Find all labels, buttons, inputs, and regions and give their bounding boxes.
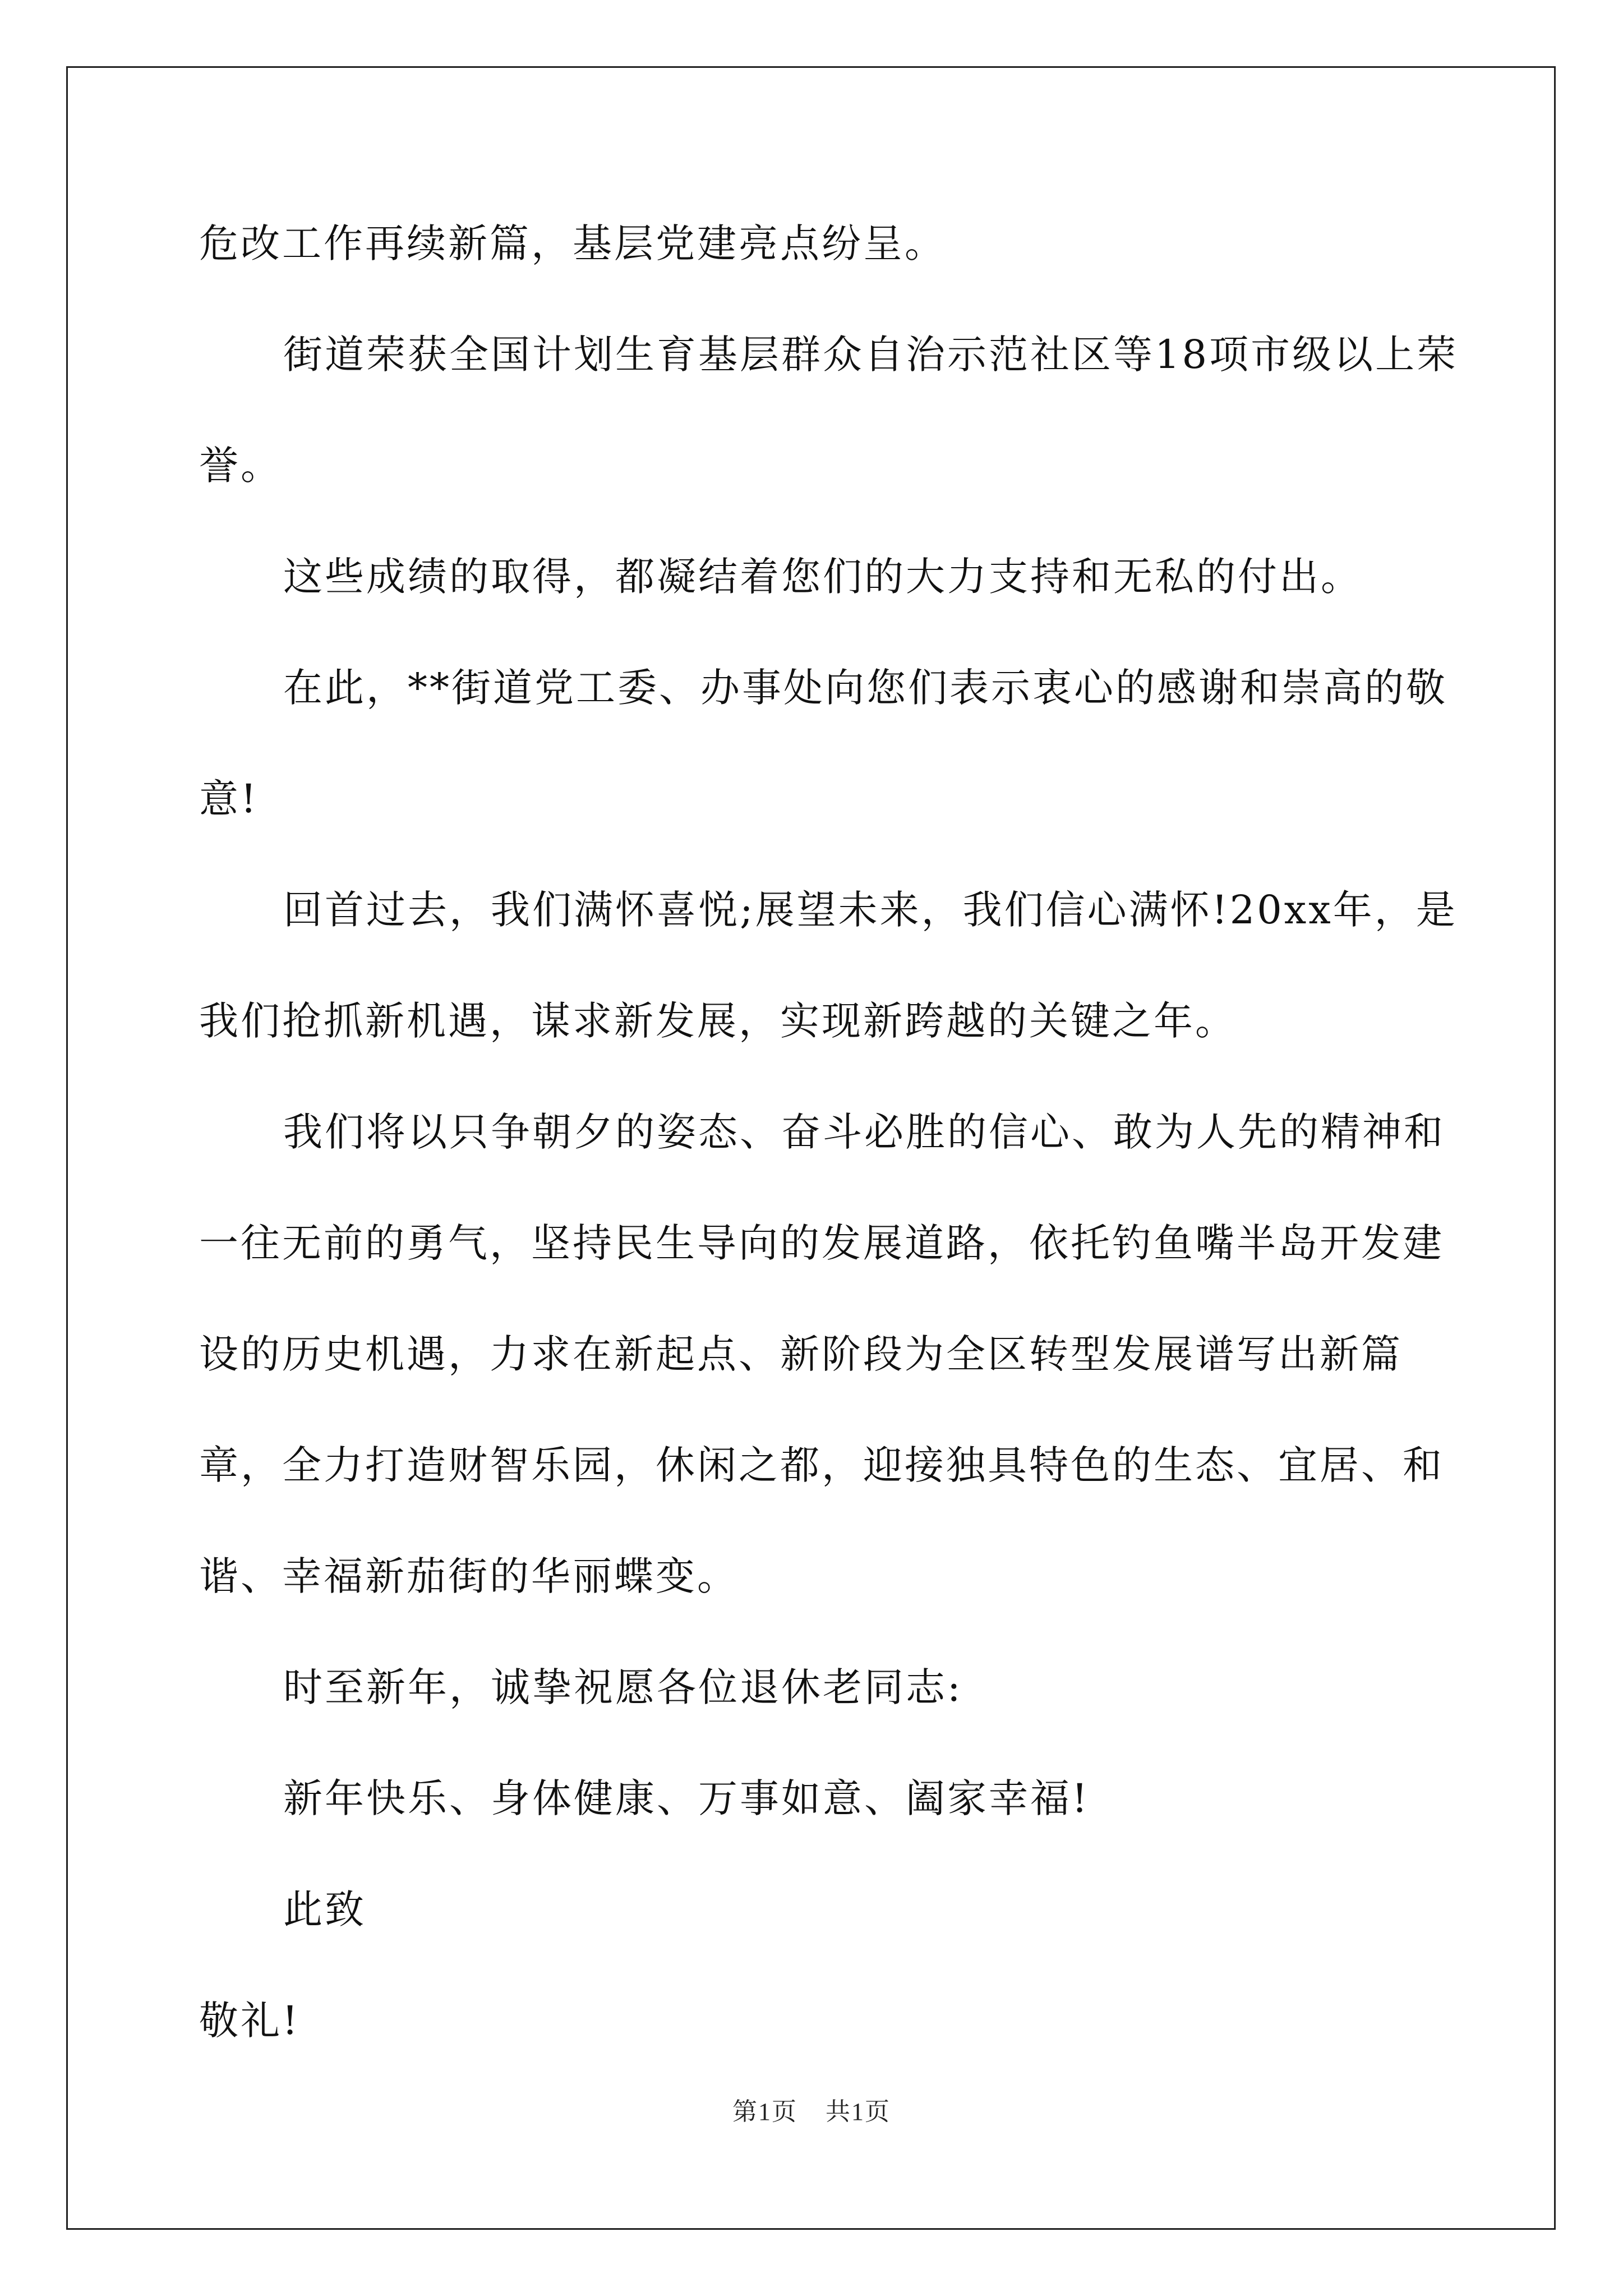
closing-salutation: 此致 bbox=[283, 1887, 366, 1932]
page-number: 第1页 bbox=[732, 2098, 797, 2125]
document-body bbox=[199, 188, 1461, 2076]
paragraph: 我们将以只争朝夕的姿态、奋斗必胜的信心、敢为人先的精神和一往无前的勇气，坚持民生导向的发展道路，依托钓鱼嘴半岛开发建设的历史机遇，力求在新起点、新阶段为全区转型发展谱写出新篇章，全力打造财智乐园，休闲之都，迎接独具特色的生态、宜居、和谐、幸福新茄街的华丽蝶变。 bbox=[199, 1109, 1445, 1599]
closing-regards: 敬礼! bbox=[199, 1998, 301, 2044]
paragraph: 这些成绩的取得，都凝结着您们的大力支持和无私的付出。 bbox=[283, 554, 1362, 600]
paragraph: 新年快乐、身体健康、万事如意、阖家幸福! bbox=[283, 1775, 1090, 1821]
page-total: 共1页 bbox=[826, 2098, 891, 2125]
paragraph: 回首过去，我们满怀喜悦;展望未来，我们信心满怀!20xx年，是我们抢抓新机遇，谋求新发展，实现新跨越的关键之年。 bbox=[199, 887, 1458, 1044]
page-footer bbox=[0, 2091, 1623, 2127]
paragraph: 危改工作再续新篇，基层党建亮点纷呈。 bbox=[199, 220, 946, 266]
paragraph: 街道荣获全国计划生育基层群众自治示范社区等18项市级以上荣誉。 bbox=[199, 332, 1459, 489]
paragraph: 在此，**街道党工委、办事处向您们表示衷心的感谢和崇高的敬意! bbox=[199, 665, 1447, 822]
paragraph: 时至新年，诚挚祝愿各位退休老同志: bbox=[283, 1664, 963, 1710]
